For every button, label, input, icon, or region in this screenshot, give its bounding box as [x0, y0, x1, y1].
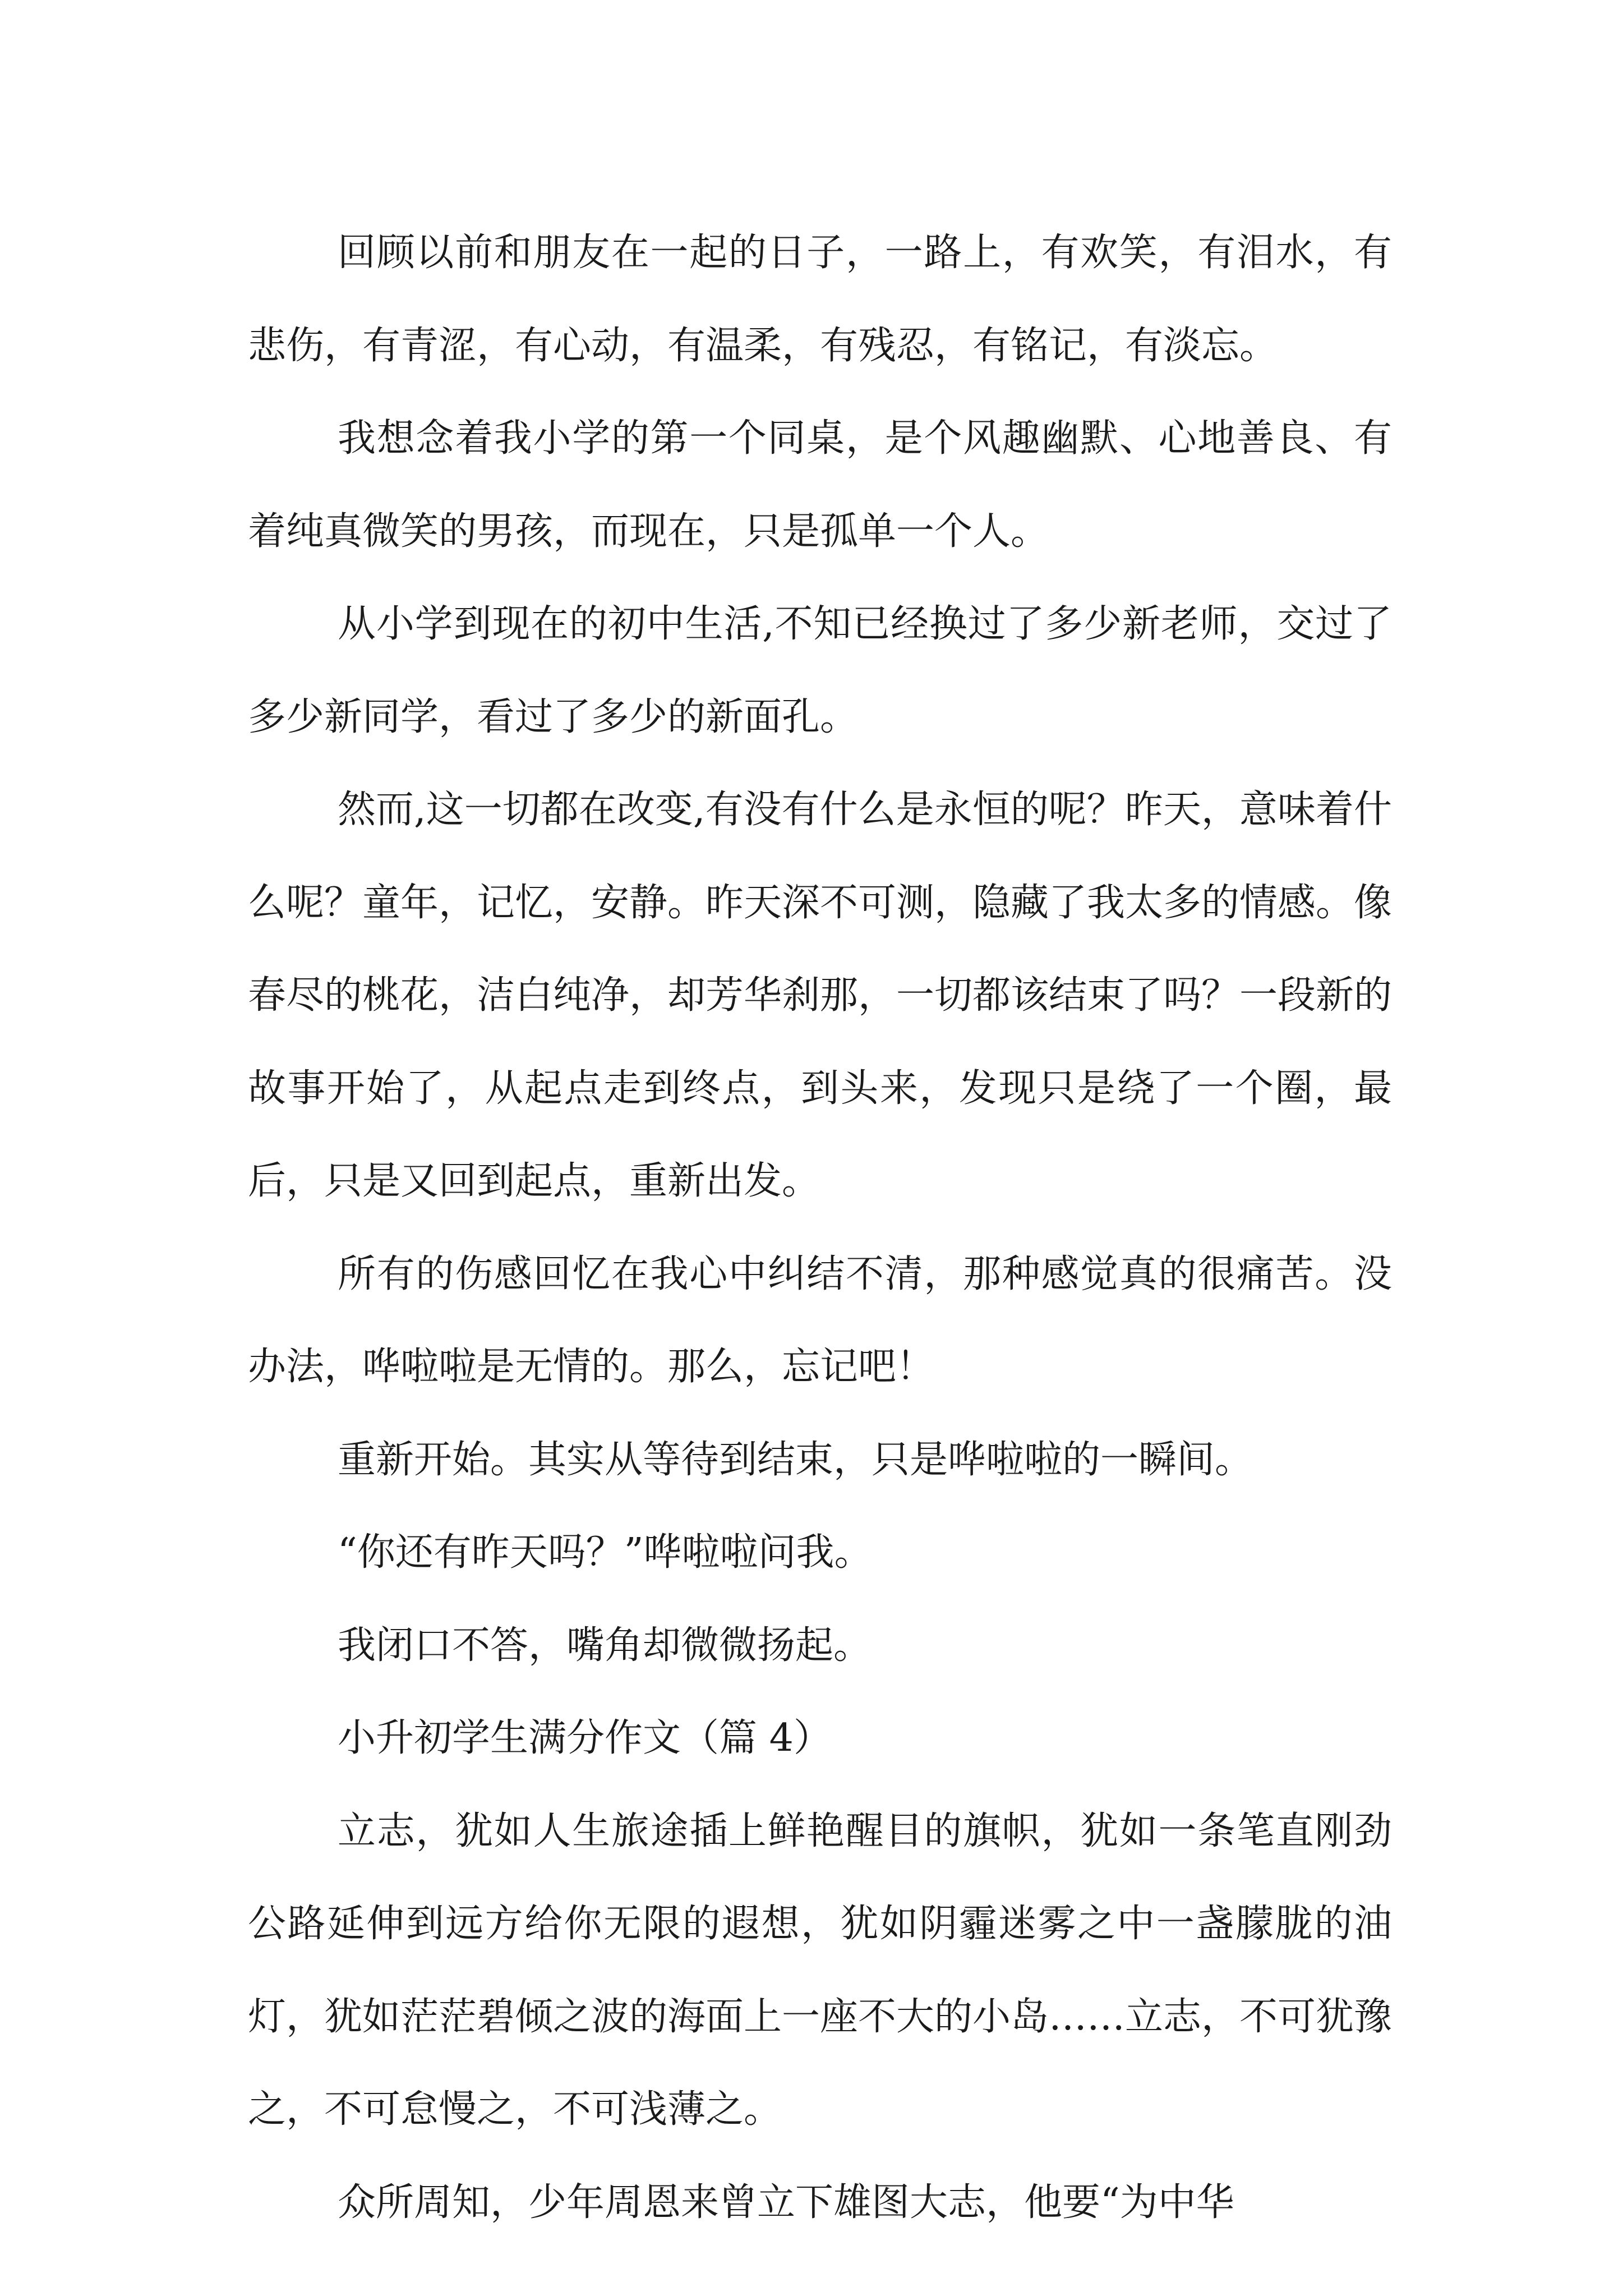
document-body: [248, 206, 1392, 2249]
paragraph-sad-memories: 所有的伤感回忆在我心中纠结不清，那种感觉真的很痛苦。没办法，哗啦啦是无情的。那么，忘记吧！: [248, 1251, 1392, 1389]
paragraph-question: “你还有昨天吗？”哗啦啦问我。: [338, 1530, 873, 1575]
paragraph-restart: 重新开始。其实从等待到结束，只是哗啦啦的一瞬间。: [338, 1437, 1253, 1482]
paragraph-zhou-enlai: 众所周知，少年周恩来曾立下雄图大志，他要“为中华: [338, 2180, 1234, 2225]
paragraph-deskmate: 我想念着我小学的第一个同桌，是个风趣幽默、心地善良、有着纯真微笑的男孩，而现在，只是孤单一个人。: [248, 416, 1392, 554]
paragraph-teachers-classmates: 从小学到现在的初中生活,不知已经换过了多少新老师，交过了多少新同学，看过了多少的新面孔。: [248, 602, 1392, 739]
paragraph-friends-memories: 回顾以前和朋友在一起的日子，一路上，有欢笑，有泪水，有悲伤，有青涩，有心动，有温柔，有残忍，有铭记，有淡忘。: [248, 231, 1392, 368]
paragraph-answer: 我闭口不答，嘴角却微微扬起。: [338, 1623, 872, 1668]
paragraph-yesterday: 然而,这一切都在改变,有没有什么是永恒的呢？昨天，意味着什么呢？童年，记忆，安静。昨天深不可测，隐藏了我太多的情感。像春尽的桃花，洁白纯净，却芳华刹那，一切都该结束了吗？一段新的故事开始了，从起点走到终点，到头来，发现只是绕了一个圈，最后，只是又回到起点，重新出发。: [248, 788, 1393, 1203]
section-heading: 小升初学生满分作文（篇 4）: [338, 1716, 832, 1760]
paragraph-ambition: 立志，犹如人生旅途插上鲜艳醒目的旗帜，犹如一条笔直刚劲公路延伸到远方给你无限的遐想，犹如阴霾迷雾之中一盏朦胧的油灯，犹如茫茫碧倾之波的海面上一座不大的小岛……立志，不可犹豫之，不可怠慢之，不可浅薄之。: [248, 1809, 1393, 2132]
